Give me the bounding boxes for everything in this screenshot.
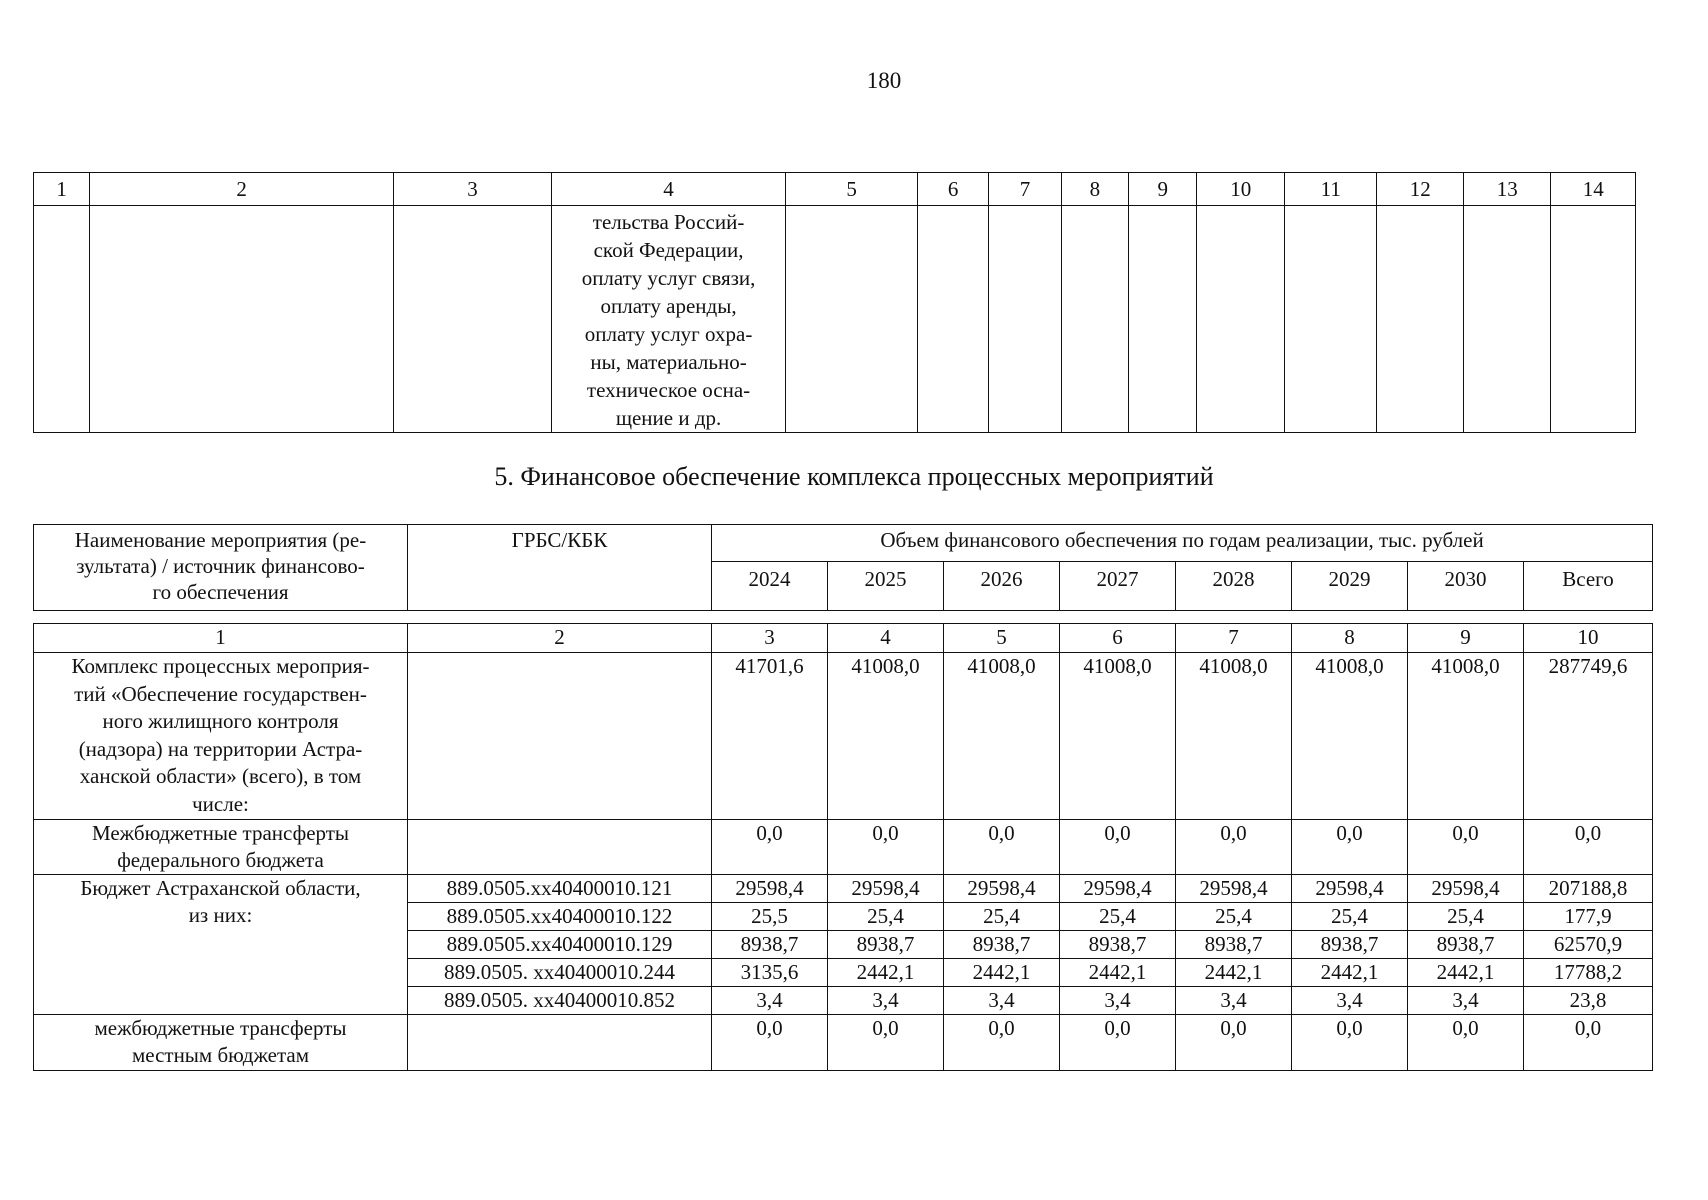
col-num: 10 [1524, 624, 1653, 653]
table-row [34, 820, 1653, 875]
year-header: 2028 [1176, 562, 1292, 611]
column-numbers-row [34, 624, 1653, 653]
year-header: 2025 [828, 562, 944, 611]
year-header: 2030 [1408, 562, 1524, 611]
value-cell: 2442,1 [1060, 959, 1176, 987]
col-num: 2 [408, 624, 712, 653]
value-cell: 29598,4 [1408, 875, 1524, 903]
col-num: 3 [712, 624, 828, 653]
page-number: 180 [866, 68, 902, 93]
value-cell: 29598,4 [712, 875, 828, 903]
total-cell: 62570,9 [1524, 931, 1653, 959]
kbk-cell [408, 820, 712, 875]
kbk-cell: 889.0505. xx40400010.244 [408, 959, 712, 987]
col-num: 5 [944, 624, 1060, 653]
table-row [34, 1015, 1653, 1071]
col-num: 1 [34, 624, 408, 653]
finance-data-table [33, 623, 1653, 1071]
value-cell: 8938,7 [1292, 931, 1408, 959]
value-cell: 41008,0 [944, 653, 1060, 820]
value-cell: 2442,1 [828, 959, 944, 987]
total-cell: 23,8 [1524, 987, 1653, 1015]
value-cell: 41008,0 [1060, 653, 1176, 820]
total-cell: 17788,2 [1524, 959, 1653, 987]
col-num: 2 [90, 173, 394, 206]
value-cell: 8938,7 [712, 931, 828, 959]
name-column-header: Наименование мероприятия (ре- зультата) / источник финансово- го обеспечения [34, 525, 408, 611]
value-cell: 25,4 [944, 903, 1060, 931]
continued-description: тельства Россий- ской Федерации, оплату услуг связи, оплату аренды, оплату услуг охра- ны, материально- техническое осна- щение и др. [551, 206, 785, 433]
value-cell: 8938,7 [1408, 931, 1524, 959]
col-num: 4 [551, 173, 785, 206]
value-cell: 29598,4 [944, 875, 1060, 903]
continuation-header-row [34, 173, 1636, 206]
value-cell: 2442,1 [1176, 959, 1292, 987]
total-header: Всего [1524, 562, 1653, 611]
section-title: 5. Финансовое обеспечение комплекса процессных мероприятий [494, 462, 1214, 491]
value-cell: 41701,6 [712, 653, 828, 820]
value-cell: 0,0 [1060, 1015, 1176, 1071]
kbk-cell: 889.0505.xx40400010.121 [408, 875, 712, 903]
value-cell: 0,0 [1060, 820, 1176, 875]
table-row [34, 875, 1653, 903]
col-num: 1 [34, 173, 90, 206]
value-cell: 25,4 [1060, 903, 1176, 931]
value-cell: 2442,1 [1292, 959, 1408, 987]
value-cell: 29598,4 [1292, 875, 1408, 903]
col-num: 14 [1551, 173, 1636, 206]
col-num: 4 [828, 624, 944, 653]
value-cell: 25,4 [1408, 903, 1524, 931]
col-num: 5 [786, 173, 918, 206]
value-cell: 0,0 [828, 1015, 944, 1071]
value-cell: 41008,0 [1408, 653, 1524, 820]
value-cell: 8938,7 [1060, 931, 1176, 959]
value-cell: 41008,0 [1176, 653, 1292, 820]
col-num: 10 [1197, 173, 1284, 206]
year-header: 2026 [944, 562, 1060, 611]
col-num: 3 [394, 173, 552, 206]
value-cell: 25,4 [1292, 903, 1408, 931]
complex-name: Комплекс процессных мероприя- тий «Обеспечение государствен- ного жилищного контроля (надзора) на территории Астра- ханской области» (всего), в том числе: [34, 653, 408, 820]
continuation-table [33, 172, 1636, 433]
value-cell: 3135,6 [712, 959, 828, 987]
value-cell: 2442,1 [944, 959, 1060, 987]
year-header: 2029 [1292, 562, 1408, 611]
year-header: 2024 [712, 562, 828, 611]
col-num: 9 [1408, 624, 1524, 653]
value-cell: 0,0 [828, 820, 944, 875]
value-cell: 8938,7 [1176, 931, 1292, 959]
value-cell: 0,0 [1408, 820, 1524, 875]
kbk-cell: 889.0505.xx40400010.129 [408, 931, 712, 959]
total-cell: 287749,6 [1524, 653, 1653, 820]
kbk-column-header: ГРБС/КБК [408, 525, 712, 611]
value-cell: 3,4 [944, 987, 1060, 1015]
value-cell: 0,0 [1176, 1015, 1292, 1071]
value-cell: 3,4 [1408, 987, 1524, 1015]
col-num: 6 [917, 173, 988, 206]
volume-column-header: Объем финансового обеспечения по годам реализации, тыс. рублей [712, 525, 1653, 562]
value-cell: 25,4 [1176, 903, 1292, 931]
value-cell: 0,0 [1292, 1015, 1408, 1071]
col-num: 8 [1061, 173, 1128, 206]
value-cell: 29598,4 [828, 875, 944, 903]
value-cell: 8938,7 [944, 931, 1060, 959]
value-cell: 41008,0 [1292, 653, 1408, 820]
value-cell: 0,0 [1176, 820, 1292, 875]
col-num: 6 [1060, 624, 1176, 653]
col-num: 11 [1284, 173, 1377, 206]
value-cell: 0,0 [712, 1015, 828, 1071]
continuation-body-row [34, 206, 1636, 433]
federal-name: Межбюджетные трансферты федерального бюджета [34, 820, 408, 875]
value-cell: 0,0 [944, 820, 1060, 875]
table-row [34, 653, 1653, 820]
total-cell: 177,9 [1524, 903, 1653, 931]
value-cell: 3,4 [1292, 987, 1408, 1015]
value-cell: 0,0 [944, 1015, 1060, 1071]
finance-header-table [33, 524, 1653, 611]
value-cell: 0,0 [1408, 1015, 1524, 1071]
col-num: 7 [1176, 624, 1292, 653]
kbk-cell [408, 653, 712, 820]
value-cell: 3,4 [712, 987, 828, 1015]
local-name: межбюджетные трансферты местным бюджетам [34, 1015, 408, 1071]
value-cell: 25,5 [712, 903, 828, 931]
value-cell: 41008,0 [828, 653, 944, 820]
total-cell: 0,0 [1524, 1015, 1653, 1071]
value-cell: 3,4 [1060, 987, 1176, 1015]
year-header: 2027 [1060, 562, 1176, 611]
value-cell: 3,4 [1176, 987, 1292, 1015]
col-num: 13 [1463, 173, 1550, 206]
col-num: 8 [1292, 624, 1408, 653]
kbk-cell [408, 1015, 712, 1071]
value-cell: 25,4 [828, 903, 944, 931]
col-num: 9 [1129, 173, 1197, 206]
col-num: 7 [989, 173, 1061, 206]
value-cell: 29598,4 [1176, 875, 1292, 903]
kbk-cell: 889.0505. xx40400010.852 [408, 987, 712, 1015]
value-cell: 3,4 [828, 987, 944, 1015]
value-cell: 2442,1 [1408, 959, 1524, 987]
value-cell: 0,0 [1292, 820, 1408, 875]
col-num: 12 [1377, 173, 1463, 206]
regional-name: Бюджет Астраханской области, из них: [34, 875, 408, 1015]
value-cell: 0,0 [712, 820, 828, 875]
total-cell: 0,0 [1524, 820, 1653, 875]
total-cell: 207188,8 [1524, 875, 1653, 903]
kbk-cell: 889.0505.xx40400010.122 [408, 903, 712, 931]
value-cell: 29598,4 [1060, 875, 1176, 903]
value-cell: 8938,7 [828, 931, 944, 959]
